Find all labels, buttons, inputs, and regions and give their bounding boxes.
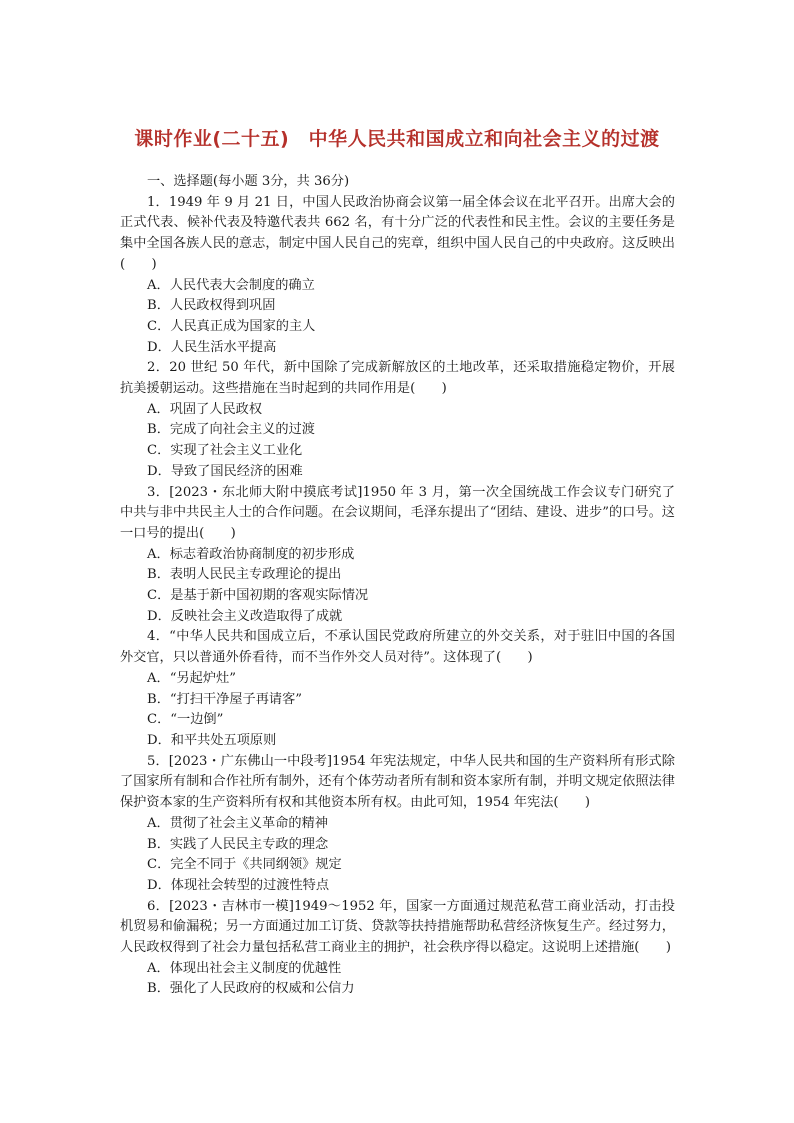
question-content (120, 172, 675, 1000)
option-d: D．导致了国民经济的困难 (147, 463, 303, 479)
question-6 (120, 897, 675, 1001)
option-a: A．标志着政治协商制度的初步形成 (147, 546, 355, 562)
option-c: C．完全不同于《共同纲领》规定 (147, 857, 342, 873)
option-b: B．“打扫干净屋子再请客” (147, 691, 303, 707)
question-stem: 5．[2023・广东佛山一中段考]1954 年宪法规定，中华人民共和国的生产资料所有形式除了国家所有制和合作社所有制外，还有个体劳动者所有制和资本家所有制，并明文规定依照法律保护资本家的生产资料所有权和其他资本所有权。由此可知，1954 年宪法( ) (120, 753, 675, 811)
option-c: C．实现了社会主义工业化 (147, 443, 303, 459)
option-b: B．实践了人民民主专政的理念 (147, 836, 329, 852)
option-a: A．“另起炉灶” (147, 670, 236, 686)
option-d: D．体现社会转型的过渡性特点 (147, 877, 330, 893)
option-b: B．强化了人民政府的权威和公信力 (147, 981, 355, 997)
option-d: D．和平共处五项原则 (147, 732, 277, 748)
option-c: C．“一边倒” (147, 712, 224, 728)
option-c: C．人民真正成为国家的主人 (147, 318, 316, 334)
option-a: A．贯彻了社会主义革命的精神 (147, 815, 328, 831)
section-heading: 一、选择题(每小题 3分，共 36分) (147, 174, 350, 189)
question-stem: 1．1949 年 9 月 21 日，中国人民政治协商会议第一届全体会议在北平召开。出席大会的正式代表、候补代表及特邀代表共 662 名，有十分广泛的代表性和民主性。会议的主要任务是集中全国各族人民的意志，制定中国人民自己的宪章，组织中国人民自己的中央政府。这反映出( ) (120, 194, 675, 272)
question-1 (120, 193, 675, 359)
option-d: D．反映社会主义改造取得了成就 (147, 608, 343, 624)
option-b: B．表明人民民主专政理论的提出 (147, 567, 342, 583)
option-d: D．人民生活水平提高 (147, 339, 277, 355)
option-a: A．巩固了人民政权 (147, 401, 263, 417)
option-b: B．完成了向社会主义的过渡 (147, 422, 315, 438)
question-3 (120, 483, 675, 628)
question-2 (120, 358, 675, 482)
option-a: A．人民代表大会制度的确立 (147, 277, 315, 293)
question-5 (120, 752, 675, 897)
question-stem: 3．[2023・东北师大附中摸底考试]1950 年 3 月，第一次全国统战工作会议专门研究了中共与非中共民主人士的合作问题。在会议期间，毛泽东提出了“团结、建设、进步”的口号。这一口号的提出( ) (120, 484, 675, 541)
option-b: B．人民政权得到巩固 (147, 298, 276, 314)
question-stem: 6．[2023・吉林市一模]1949～1952 年，国家一方面通过规范私营工商业活动，打击投机贸易和偷漏税；另一方面通过加工订货、贷款等扶持措施帮助私营经济恢复生产。经过努力，人民政权得到了社会力量包括私营工商业主的拥护，社会秩序得以稳定。这说明上述措施( ) (120, 898, 675, 956)
question-stem: 2．20 世纪 50 年代，新中国除了完成新解放区的土地改革，还采取措施稳定物价，开展抗美援朝运动。这些措施在当时起到的共同作用是( ) (120, 360, 675, 397)
option-a: A．体现出社会主义制度的优越性 (147, 960, 342, 976)
option-c: C．是基于新中国初期的客观实际情况 (147, 588, 369, 604)
question-4 (120, 627, 675, 751)
page-title: 课时作业(二十五) 中华人民共和国成立和向社会主义的过渡 (134, 128, 660, 150)
question-stem: 4．“中华人民共和国成立后，不承认国民党政府所建立的外交关系，对于驻旧中国的各国外交官，只以普通外侨看待，而不当作外交人员对待”。这体现了( ) (120, 629, 675, 666)
